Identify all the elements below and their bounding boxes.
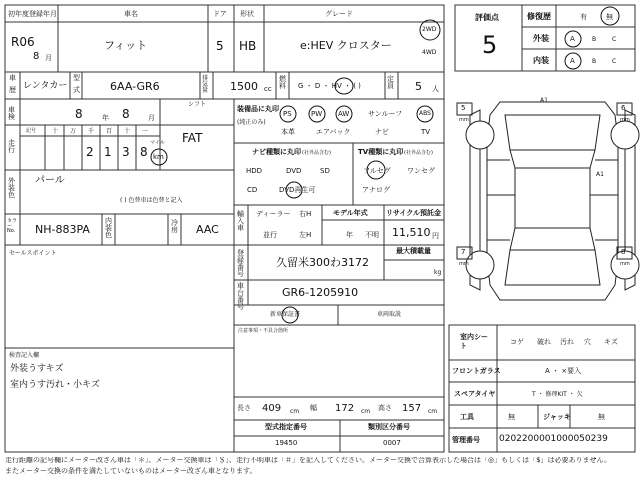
grade-name: e:HEV クロスター (300, 39, 392, 52)
registration-value: 久留米300わ3172 (276, 256, 369, 269)
inspector-line-1: 外装うすキズ (10, 364, 64, 374)
diagram-mark-a1-top: A1 (540, 97, 548, 104)
model-year-unknown: 不明 (365, 231, 379, 239)
sales-point-label: セールスポイント (9, 250, 57, 257)
equip-ps: PS (283, 110, 292, 118)
seat-hole: 穴 (584, 338, 591, 346)
equip-aw: AW (338, 110, 350, 118)
equip-pw: PW (311, 110, 323, 118)
interior-color-label: 内装色 (105, 217, 112, 239)
navi-hdd: HDD (246, 167, 263, 175)
spare-tire-label: スペアタイヤ (454, 390, 496, 398)
exterior-color-note: ( ) 色替車は色替と記入 (120, 197, 183, 204)
displacement-unit: cc (264, 85, 272, 93)
seat-stain: 汚れ (560, 338, 574, 346)
ac-label: 冷房 (171, 219, 178, 234)
mileage-digit-1: 2 (86, 145, 94, 159)
tire-unit-8: mm (620, 261, 630, 267)
repair-yes: 有 (580, 13, 587, 21)
caution-label: 注意事項・不具合箇所 (238, 328, 289, 334)
mileage-digit-2: 1 (104, 145, 112, 159)
shape-label: 形状 (240, 10, 254, 18)
mileage-digit-3: 3 (122, 145, 130, 159)
doc-manual: 車両取説 (377, 311, 402, 318)
model-label-1: 型 (73, 74, 80, 82)
mileage-label: 走行 (8, 139, 15, 154)
mileage-header-code: 記号 (26, 128, 37, 134)
width-unit: cm (361, 408, 371, 415)
mileage-unit-km: km (153, 153, 164, 161)
import-parallel: 並行 (263, 231, 277, 239)
equip-sunroof: サンルーフ (368, 110, 403, 118)
mileage-header-10man: 十 (52, 128, 59, 135)
exterior-grade-label: 外装 (533, 34, 549, 43)
tire-unit-6: mm (620, 117, 630, 123)
length-label: 長さ (237, 404, 251, 412)
model-year-label: モデル年式 (333, 209, 368, 217)
car-body-diagram (457, 102, 639, 300)
shift-value: FAT (182, 131, 203, 145)
exterior-grade-a: A (570, 35, 575, 43)
first-reg-month: 8 (33, 51, 40, 62)
category-value: レンタカー (23, 81, 68, 91)
equip-airbag: エアバック (316, 128, 351, 136)
grade-label: グレード (325, 10, 353, 18)
shift-label: シフト (188, 101, 207, 108)
equip-navi: ナビ (375, 128, 389, 136)
management-label: 管理番号 (452, 436, 480, 444)
spare-tire-options: T ・ 修理KIT ・ 欠 (532, 391, 583, 398)
class-number-value: 0007 (383, 439, 401, 447)
interior-grade-a: A (570, 57, 575, 65)
repair-no: 無 (606, 13, 613, 21)
seat-scratch: キズ (604, 338, 618, 346)
capacity-unit: 人 (432, 85, 439, 93)
interior-grade-c: C (612, 58, 617, 65)
footer-line-1: 走行距離の記号欄にメーター改ざん車は「＊」、メーター交換車は「＄」、走行不明車は「＃」を記入してください。メーター交換で合算表示した場合は「◎」もしくは「$」は必要ありません。 (5, 457, 611, 464)
exterior-grade-c: C (612, 36, 617, 43)
displacement-value: 1500 (230, 80, 258, 93)
recycle-value: 11,510 (392, 226, 431, 239)
inspector-line-2: 室内うす汚れ・小キズ (10, 380, 100, 390)
tire-unit-7: mm (459, 261, 469, 267)
navi-dvd: DVD (286, 167, 302, 175)
mileage-header-man: 万 (70, 128, 77, 135)
exterior-color-label: 外装色 (8, 177, 15, 199)
navi-sd: SD (320, 167, 330, 175)
equipment-subtitle: (純正のみ) (237, 119, 266, 126)
import-left-hand: 左H (299, 231, 312, 239)
equip-leather: 本革 (281, 128, 295, 136)
height-label: 高さ (378, 404, 392, 412)
jack-value: 無 (598, 413, 605, 421)
mileage-header-ichi: 一 (142, 128, 149, 135)
class-number-label: 類別区分番号 (368, 423, 410, 431)
windshield-label: フロントガラス (452, 367, 501, 375)
inspection-month: 8 (122, 107, 130, 121)
tire-unit-5: mm (459, 117, 469, 123)
length-value: 409 (262, 403, 282, 414)
tv-analog: アナログ (362, 186, 390, 194)
tire-label-7: 7 (461, 248, 466, 256)
mileage-header-hyaku: 百 (106, 128, 113, 135)
jack-label: ジャッキ (543, 413, 571, 421)
chassis-value: GR6-1205910 (282, 286, 359, 299)
import-label: 輸入車 (237, 210, 244, 232)
fuel-options: G ・ D ・ HV ・ ( ) (298, 82, 361, 90)
color-code-label: カラー No. (7, 218, 18, 234)
tv-fullseg: フルセグ (363, 167, 391, 175)
registration-label: 登録番号 (237, 249, 244, 278)
inspection-year-unit: 年 (102, 114, 109, 122)
interior-seat-label: 室内シート (460, 333, 488, 351)
tire-label-8: 8 (621, 248, 626, 256)
exterior-grade-b: B (592, 36, 597, 43)
drive-2wd: 2WD (422, 26, 437, 33)
tools-label: 工具 (460, 413, 474, 421)
fuel-label: 燃料 (279, 75, 286, 90)
interior-grade-b: B (592, 58, 597, 65)
exterior-color-value: パール (35, 175, 65, 186)
recycle-label: リサイクル預託金 (386, 209, 442, 217)
mile-label: マイル (150, 140, 165, 146)
diagram-mark-a1-side: A1 (596, 171, 604, 178)
doc-warranty: 新車保証書 (270, 311, 301, 318)
import-dealer: ディーラー (256, 210, 291, 218)
equip-tv: TV (421, 128, 431, 136)
inspection-year: 8 (75, 107, 83, 121)
model-label-2: 式 (73, 86, 80, 94)
type-designation-value: 19450 (275, 439, 298, 447)
tv-oneseg: ワンセグ (407, 167, 435, 175)
navi-dvd-playback: DVD再生可 (279, 186, 316, 194)
category-label-1: 車 (9, 74, 16, 82)
mileage-header-sen: 千 (88, 128, 95, 135)
management-value: 0202200001000050239 (499, 434, 608, 444)
max-load-label: 最大積載量 (396, 247, 431, 255)
tools-value: 無 (508, 413, 515, 421)
category-label-2: 歴 (9, 86, 16, 94)
inspector-label: 検査記入欄 (9, 352, 40, 359)
tire-label-5: 5 (461, 104, 466, 112)
mileage-header-juu: 十 (124, 128, 131, 135)
first-reg-year: R06 (11, 35, 35, 49)
drive-4wd: 4WD (422, 49, 437, 56)
type-designation-label: 型式指定番号 (265, 423, 307, 431)
windshield-options: A ・ ×要入 (545, 367, 582, 375)
color-code-value: NH-883PA (35, 223, 90, 236)
mileage-digit-4: 8 (140, 145, 148, 159)
inspection-label: 車検 (8, 106, 15, 121)
interior-grade-label: 内装 (533, 56, 549, 65)
width-value: 172 (335, 403, 355, 414)
seat-tear: 破れ (537, 338, 551, 346)
ac-value: AAC (196, 223, 219, 236)
body-shape: HB (239, 39, 257, 53)
inspection-month-unit: 月 (148, 114, 155, 122)
seat-burn: コゲ (510, 338, 524, 346)
door-count: 5 (216, 39, 224, 53)
equip-abs: ABS (419, 110, 431, 117)
tv-title-note: (社外品含む) (404, 150, 433, 156)
length-unit: cm (290, 408, 300, 415)
navi-cd: CD (247, 186, 258, 194)
repair-label: 修復歴 (527, 12, 551, 21)
displacement-label: 排気量 (202, 75, 209, 94)
car-name-label: 車名 (124, 10, 138, 18)
score-value: 5 (482, 31, 498, 59)
tv-title: TV種類に丸印 (358, 148, 404, 156)
tire-label-6: 6 (621, 104, 626, 112)
equipment-title: 装備品に丸印 (237, 105, 279, 113)
car-name: フィット (104, 39, 148, 52)
first-reg-label: 初年度登録年月 (8, 10, 57, 18)
navi-title-note: (社外品含む) (302, 150, 331, 156)
capacity-label: 定員 (387, 75, 394, 90)
model-year-unit: 年 (346, 231, 353, 239)
max-load-unit: kg (434, 269, 442, 276)
score-label: 評価点 (475, 13, 499, 22)
first-reg-month-unit: 月 (45, 54, 52, 62)
footer-line-2: またメーター交換の条件を満たしていないものはメーター改ざん車となります。 (5, 467, 257, 475)
recycle-unit: 円 (432, 232, 439, 240)
capacity-value: 5 (415, 80, 422, 93)
navi-title: ナビ種類に丸印 (252, 148, 301, 156)
width-label: 幅 (310, 404, 317, 412)
height-value: 157 (402, 403, 422, 414)
chassis-label: 車台番号 (237, 282, 244, 311)
height-unit: cm (428, 408, 438, 415)
import-right-hand: 右H (299, 210, 312, 218)
door-label: ドア (213, 10, 227, 18)
model-code: 6AA-GR6 (110, 80, 160, 93)
